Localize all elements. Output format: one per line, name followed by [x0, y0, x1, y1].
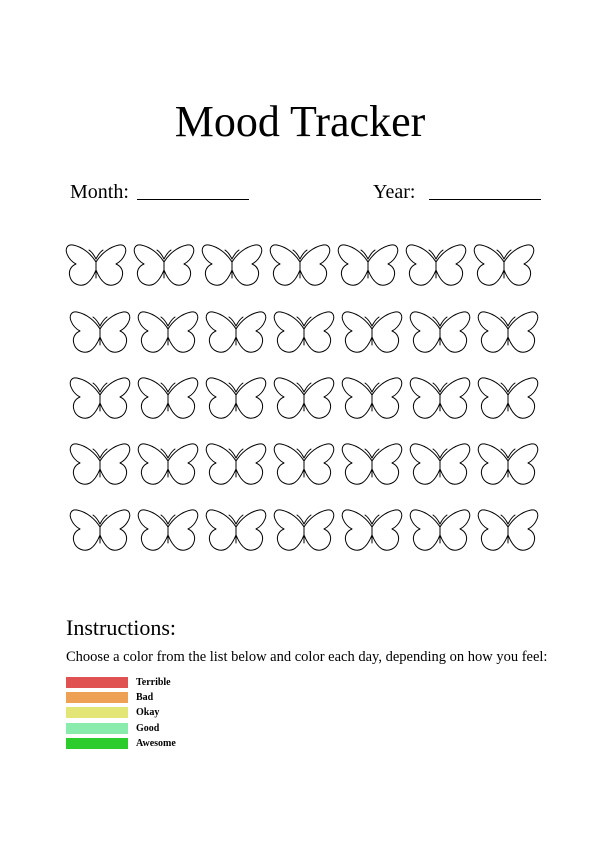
- legend-item: [66, 705, 266, 720]
- month-blank-line[interactable]: [137, 198, 249, 200]
- butterfly-row: [67, 439, 557, 495]
- legend-swatch: [66, 738, 128, 749]
- butterfly-outline-icon[interactable]: [67, 439, 133, 491]
- butterfly-row: [67, 307, 557, 363]
- butterfly-outline-icon[interactable]: [203, 439, 269, 491]
- butterfly-outline-icon[interactable]: [403, 240, 469, 292]
- butterfly-outline-icon[interactable]: [475, 373, 541, 425]
- butterfly-outline-icon[interactable]: [475, 439, 541, 491]
- butterfly-outline-icon[interactable]: [271, 439, 337, 491]
- butterfly-outline-icon[interactable]: [271, 307, 337, 359]
- butterfly-outline-icon[interactable]: [135, 373, 201, 425]
- butterfly-outline-icon[interactable]: [339, 439, 405, 491]
- year-blank-line[interactable]: [429, 198, 541, 200]
- legend-swatch: [66, 723, 128, 734]
- butterfly-outline-icon[interactable]: [271, 373, 337, 425]
- butterfly-outline-icon[interactable]: [335, 240, 401, 292]
- butterfly-outline-icon[interactable]: [67, 307, 133, 359]
- butterfly-outline-icon[interactable]: [407, 505, 473, 557]
- butterfly-outline-icon[interactable]: [135, 505, 201, 557]
- legend-label: Terrible: [136, 677, 171, 688]
- butterfly-outline-icon[interactable]: [471, 240, 537, 292]
- butterfly-outline-icon[interactable]: [203, 373, 269, 425]
- butterfly-outline-icon[interactable]: [339, 505, 405, 557]
- legend-item: [66, 675, 266, 690]
- butterfly-row: [67, 373, 557, 429]
- butterfly-outline-icon[interactable]: [267, 240, 333, 292]
- month-label: Month:: [70, 181, 129, 203]
- butterfly-outline-icon[interactable]: [407, 307, 473, 359]
- butterfly-row: [67, 505, 557, 561]
- butterfly-outline-icon[interactable]: [203, 307, 269, 359]
- butterfly-outline-icon[interactable]: [67, 505, 133, 557]
- month-field[interactable]: [70, 180, 249, 204]
- butterfly-outline-icon[interactable]: [407, 373, 473, 425]
- instructions-heading: Instructions:: [66, 615, 176, 640]
- legend-item: [66, 721, 266, 736]
- butterfly-outline-icon[interactable]: [475, 307, 541, 359]
- year-label: Year:: [373, 181, 416, 203]
- butterfly-outline-icon[interactable]: [199, 240, 265, 292]
- butterfly-outline-icon[interactable]: [407, 439, 473, 491]
- butterfly-outline-icon[interactable]: [203, 505, 269, 557]
- butterfly-row: [63, 240, 553, 296]
- butterfly-outline-icon[interactable]: [131, 240, 197, 292]
- butterfly-outline-icon[interactable]: [135, 439, 201, 491]
- legend-swatch: [66, 692, 128, 703]
- butterfly-outline-icon[interactable]: [339, 307, 405, 359]
- legend-swatch: [66, 677, 128, 688]
- butterfly-outline-icon[interactable]: [475, 505, 541, 557]
- butterfly-outline-icon[interactable]: [67, 373, 133, 425]
- legend-swatch: [66, 707, 128, 718]
- legend-label: Okay: [136, 707, 160, 719]
- year-field[interactable]: [373, 180, 541, 204]
- butterfly-outline-icon[interactable]: [339, 373, 405, 425]
- legend-label: Good: [136, 722, 160, 734]
- page-title: Mood Tracker: [174, 97, 426, 146]
- butterfly-outline-icon[interactable]: [271, 505, 337, 557]
- butterfly-outline-icon[interactable]: [135, 307, 201, 359]
- legend-label: Bad: [136, 692, 154, 704]
- butterfly-outline-icon[interactable]: [63, 240, 129, 292]
- legend-item: [66, 690, 266, 705]
- legend-item: [66, 736, 266, 751]
- instructions-text: Choose a color from the list below and color each day, depending on how you feel:: [66, 649, 548, 665]
- legend-label: Awesome: [136, 737, 176, 749]
